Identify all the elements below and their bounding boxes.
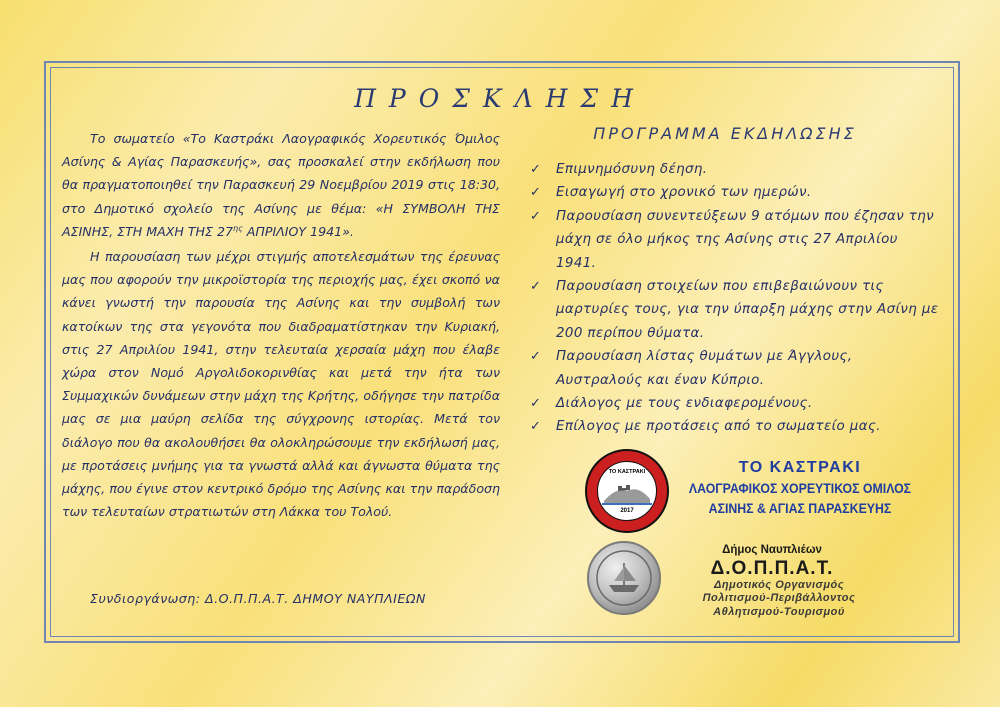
- club-name-line-3: ΑΣΙΝΗΣ & ΑΓΙΑΣ ΠΑΡΑΣΚΕΥΗΣ: [708, 501, 892, 516]
- municipality-abbr: Δ.Ο.Π.Π.Α.Τ.: [710, 558, 834, 579]
- emblem-year: 2017: [620, 508, 634, 514]
- emblem-center: [597, 461, 657, 521]
- program-item-text: Επιμνημόσυνη δέηση.: [556, 162, 708, 177]
- check-icon: ✓: [530, 279, 542, 295]
- program-item-text: Εισαγωγή στο χρονικό των ημερών.: [556, 185, 812, 201]
- municipality-name: [672, 543, 872, 581]
- club-name-block: [660, 457, 940, 519]
- check-icon: ✓: [530, 185, 542, 201]
- program-item: [530, 275, 940, 345]
- castle-hill-icon: [598, 471, 656, 511]
- municipality-desc-line-1: Δημοτικός Οργανισμός: [713, 579, 845, 591]
- paragraph-1-text: Το σωματείο «Το Καστράκι Λαογραφικός Χορευτικός Όμιλος Ασίνης & Αγίας Παρασκευής», σας προσκαλεί στην εκδήλωση που θα πραγματοποιηθεί την Παρασκευή 29 Νοεμβρίου 2019 στις 18:30, στο Δημοτικό σχολείο της Ασίνης με θέμα: «Η ΣΥΜΒΟΛΗ ΤΗΣ ΑΣΙΝΗΣ, ΣΤΗ ΜΑΧΗ ΤΗΣ 27: [62, 131, 500, 239]
- paragraph-1-end: ΑΠΡΙΛΙΟΥ 1941».: [242, 223, 354, 239]
- ship-icon: [589, 543, 659, 613]
- program-item: [530, 392, 940, 415]
- program-list: [530, 158, 940, 439]
- check-icon: ✓: [530, 349, 542, 365]
- program-item-text: Παρουσίαση συνεντεύξεων 9 ατόμων που έζησαν την μάχη σε όλο μήκος της Ασίνης στις 27 Απριλίου 1941.: [556, 208, 935, 271]
- club-name-line-2: ΛΑΟΓΡΑΦΙΚΟΣ ΧΟΡΕΥΤΙΚΟΣ ΟΜΙΛΟΣ: [688, 481, 912, 496]
- program-title: ΠΡΟΓΡΑΜΜΑ ΕΚΔΗΛΩΣΗΣ: [593, 124, 857, 143]
- program-item-text: Διάλογος με τους ενδιαφερομένους.: [556, 396, 813, 412]
- emblem-label: ΤΟ ΚΑΣΤΡΑΚΙ: [608, 469, 646, 475]
- check-icon: ✓: [530, 162, 542, 177]
- program-item: [530, 345, 940, 392]
- program-item-text: Επίλογος με προτάσεις από το σωματείο μας.: [556, 419, 881, 435]
- check-icon: ✓: [530, 396, 542, 412]
- ordinal-suffix: ης: [233, 223, 243, 233]
- program-item: [530, 205, 940, 275]
- program-item-text: Παρουσίαση λίστας θυμάτων με Άγγλους, Αυστραλούς και έναν Κύπριο.: [556, 349, 853, 388]
- program-item: [530, 181, 940, 204]
- cosponsor-line: Συνδιοργάνωση: Δ.Ο.Π.Π.Α.Τ. ΔΗΜΟΥ ΝΑΥΠΛΙΕΩΝ: [90, 591, 426, 606]
- check-icon: ✓: [530, 419, 542, 435]
- invitation-title: ΠΡΟΣΚΛΗΣΗ: [354, 84, 646, 113]
- check-icon: ✓: [530, 208, 542, 224]
- municipality-desc-line-3: Αθλητισμού-Τουρισμού: [713, 605, 845, 618]
- club-emblem-logo: [585, 449, 669, 533]
- municipality-description: [664, 579, 894, 619]
- program-item: [530, 415, 940, 438]
- program-item: [530, 158, 940, 181]
- invitation-text: [62, 127, 500, 523]
- club-name-line-1: ΤΟ ΚΑΣΤΡΑΚΙ: [738, 459, 862, 476]
- program-item-text: Παρουσίαση στοιχείων που επιβεβαιώνουν τις μαρτυρίες τους, για την ύπαρξη μάχης στην Ασίνη με 200 περίπου θύματα.: [556, 279, 939, 341]
- invitation-paragraph-1: [62, 127, 500, 243]
- invitation-paragraph-2: Η παρουσίαση των μέχρι στιγμής αποτελεσμάτων της έρευνας μας που αφορούν την μικροϊστορία της περιοχής μας, έχει σκοπό να κάνει γνωστή την παρουσία της Ασίνης και την συμβολή των κατοίκων της στα γεγονότα που διαδραματίστηκαν την Κυριακή, στις 27 Απριλίου 1941, στην τελευταία χερσαία μάχη που έλαβε χώρα στον Νομό Αργολιδοκορινθίας και μετά την ήτα των Συμμαχικών δυνάμεων στην μάχη της Κρήτης, οδήγησε την πατρίδα μας σε μια μαύρη σελίδα της σύγχρονης ιστορίας. Μετά τον διάλογο που θα ακολουθήσει θα ολοκληρώσουμε την εκδήλωσή μας, με προτάσεις μνήμης για τα γνωστά αλλά και άγνωστα θύματα της μάχης, που έγινε στον κεντρικό δρόμο της Ασίνης και την παράδοση των τελευταίων στρατιωτών στη Λάκκα του Τολού.: [62, 249, 500, 520]
- municipality-coin-logo: [587, 541, 661, 615]
- municipality-desc-line-2: Πολιτισμού-Περιβάλλοντος: [702, 592, 856, 605]
- municipality-city: Δήμος Ναυπλιέων: [722, 544, 822, 556]
